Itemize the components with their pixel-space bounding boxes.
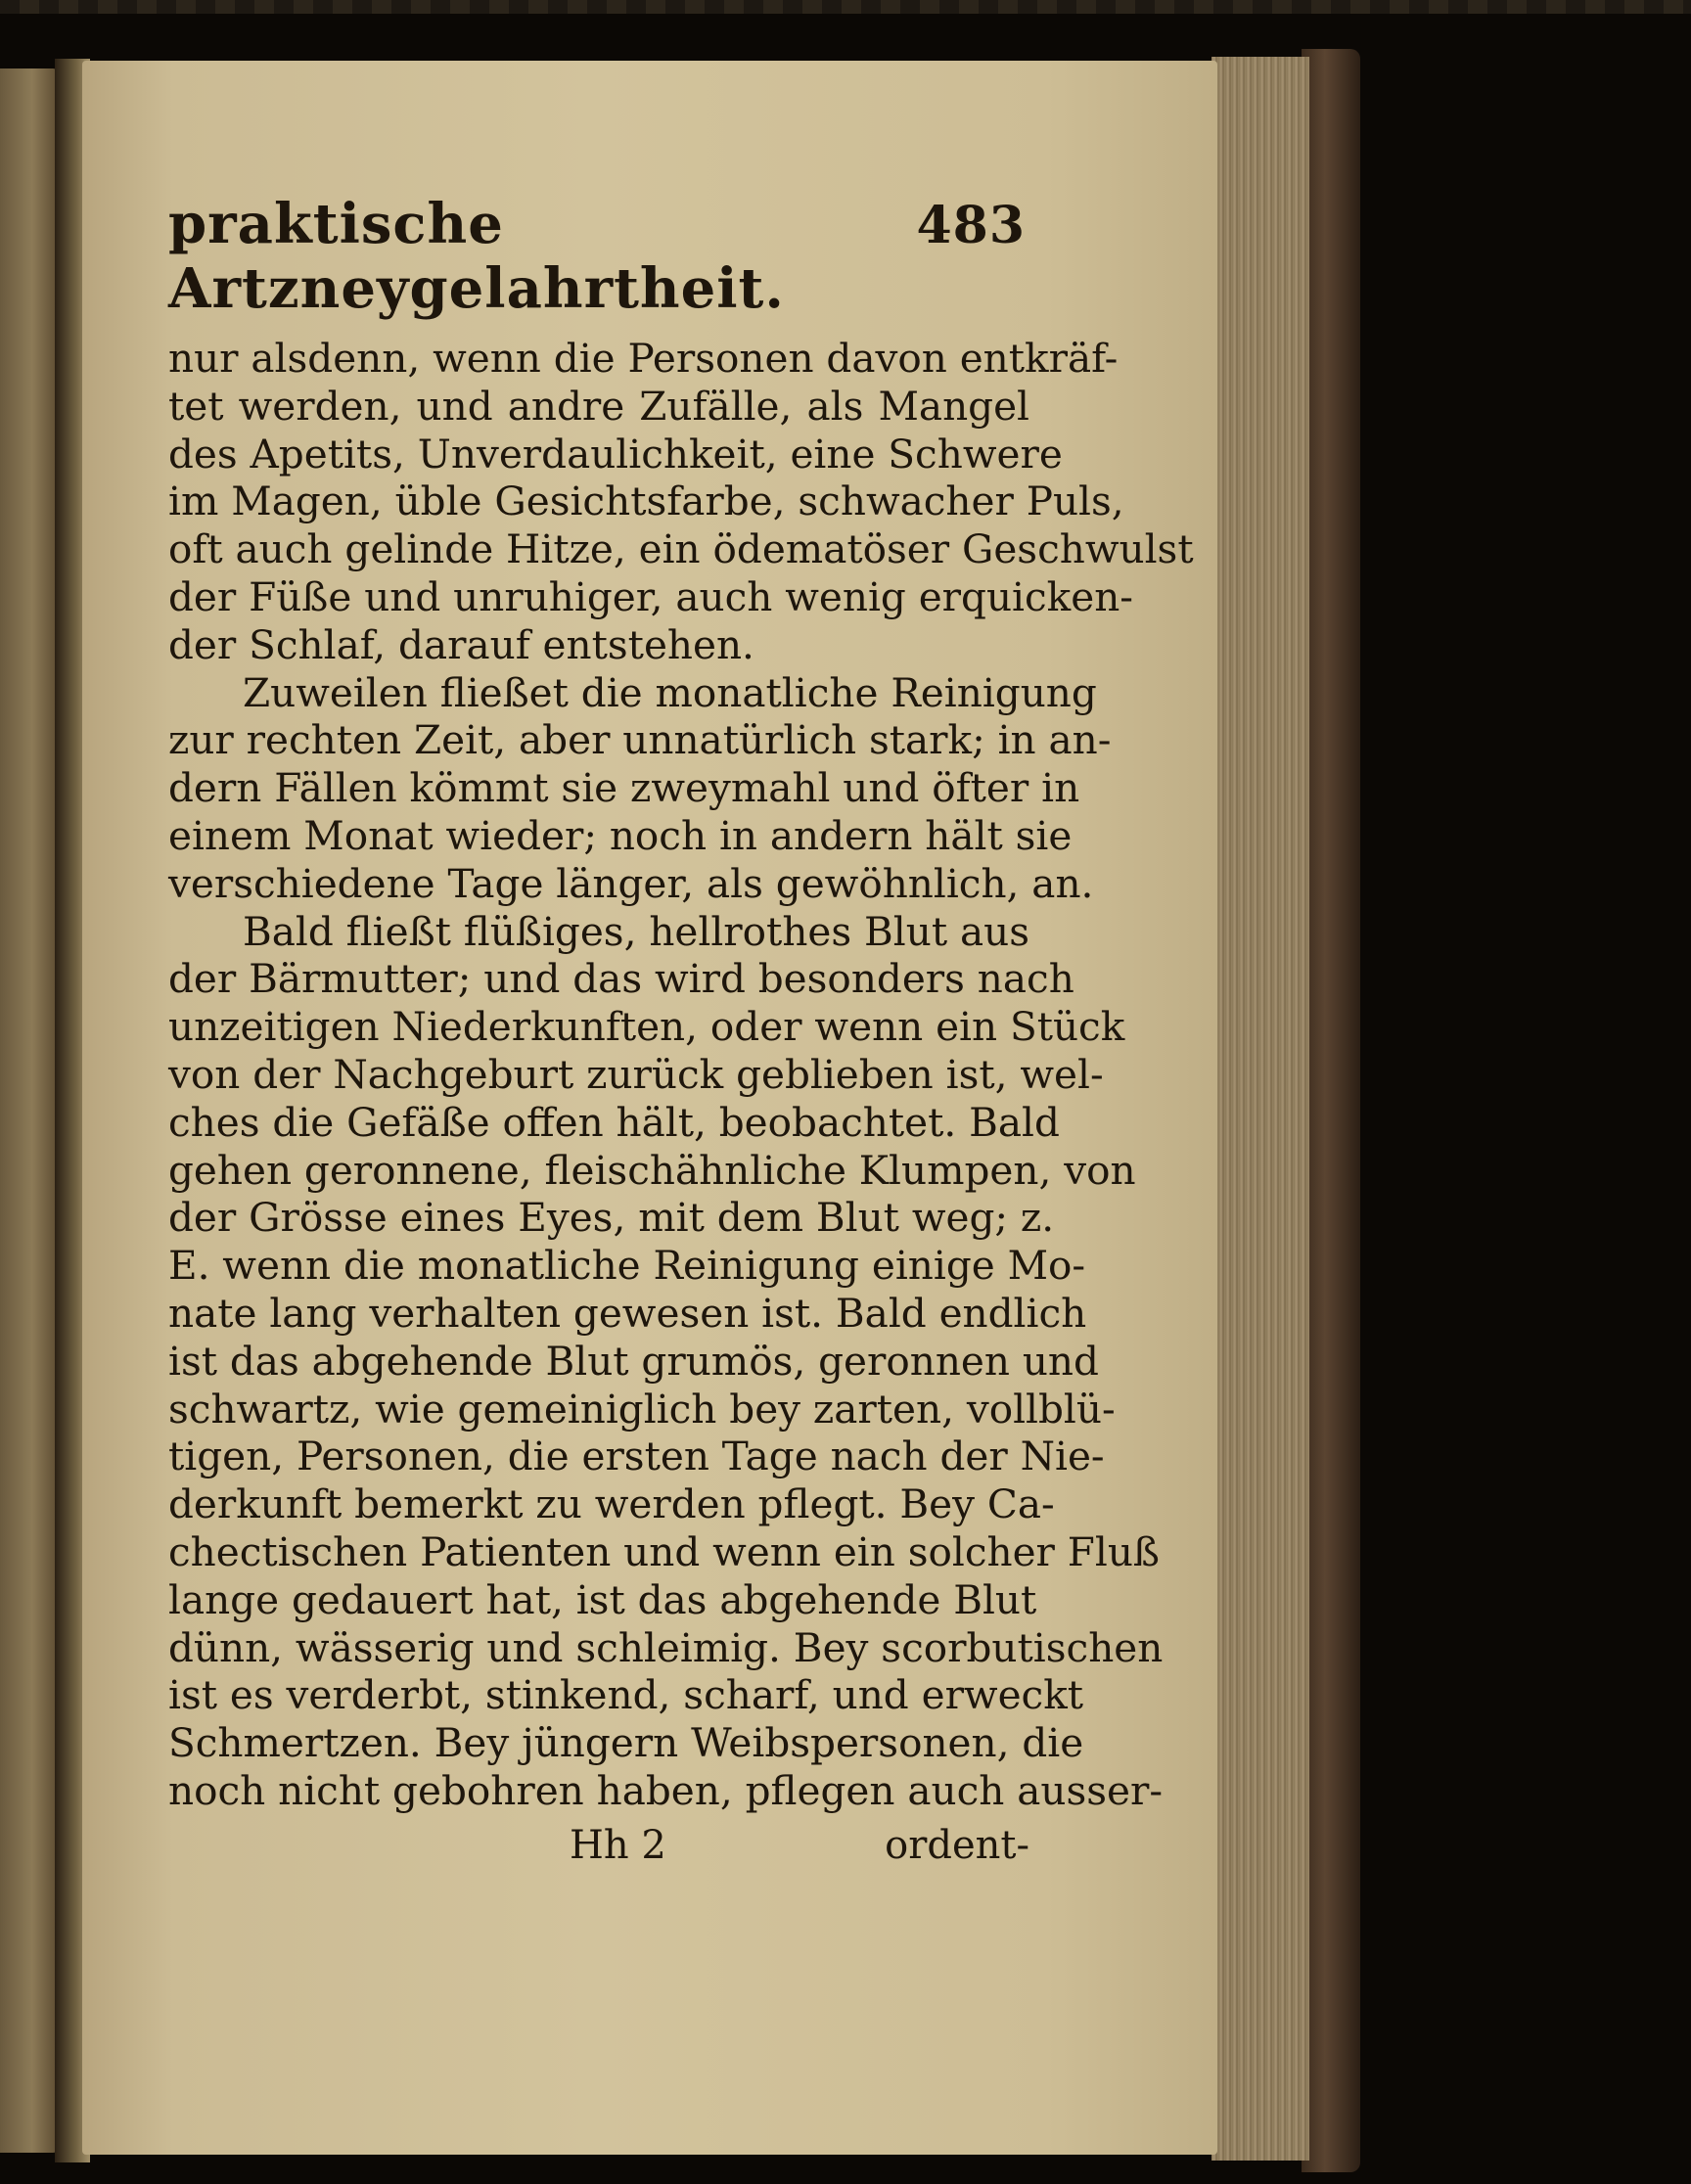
text-line: dern Fällen kömmt sie zweymahl und öfter in <box>168 764 1080 812</box>
text-line: ist das abgehende Blut grumös, geronnen und <box>168 1337 1099 1385</box>
text-line: ches die Gefäße offen hält, beobachtet. Bald <box>168 1098 1060 1146</box>
text-line: Schmertzen. Bey jüngern Weibspersonen, die <box>168 1719 1084 1767</box>
paragraph <box>168 907 1164 1815</box>
text-line: unzeitigen Niederkunften, oder wenn ein Stück <box>168 1003 1125 1051</box>
text-line: nur alsdenn, wenn die Personen davon entkräf- <box>168 335 1119 382</box>
left-page-edge <box>0 68 59 2153</box>
text-line: chectischen Patienten und wenn ein solcher Fluß <box>168 1527 1160 1575</box>
text-line: im Magen, üble Gesichtsfarbe, schwacher Puls, <box>168 478 1124 525</box>
text-line: ist es verderbt, stinkend, scharf, und erweckt <box>168 1671 1084 1719</box>
text-line: noch nicht gebohren haben, pflegen auch ausser- <box>168 1766 1164 1814</box>
text-line: lange gedauert hat, ist das abgehende Blut <box>168 1575 1037 1623</box>
page-number: 483 <box>916 196 1026 255</box>
scan-edge-strip <box>0 0 1691 14</box>
text-line: Zuweilen fließet die monatliche Reinigung <box>243 668 1097 716</box>
text-line: der Füße und unruhiger, auch wenig erquicken- <box>168 572 1133 620</box>
page-footer <box>168 1823 1029 1874</box>
signature-mark: Hh 2 <box>570 1822 666 1868</box>
text-line: schwartz, wie gemeiniglich bey zarten, vollblü- <box>168 1385 1116 1433</box>
text-line: derkunft bemerkt zu werden pflegt. Bey Ca- <box>168 1480 1055 1528</box>
paragraph <box>168 335 1194 669</box>
text-line: zur rechten Zeit, aber unnatürlich stark; in an- <box>168 716 1112 764</box>
text-line: gehen geronnene, fleischähnliche Klumpen, von <box>168 1146 1136 1194</box>
text-line: dünn, wässerig und schleimig. Bey scorbutischen <box>168 1623 1164 1671</box>
text-line: der Schlaf, darauf entstehen. <box>168 620 754 668</box>
running-title: praktische Artzneygelahrtheit. <box>168 192 785 321</box>
body-text <box>168 335 1194 1815</box>
text-line: tigen, Personen, die ersten Tage nach der Nie- <box>168 1433 1105 1480</box>
text-line: verschiedene Tage länger, als gewöhnlich, an. <box>168 859 1094 907</box>
text-line: einem Monat wieder; noch in andern hält sie <box>168 811 1073 859</box>
page-block-edges <box>1211 57 1309 2161</box>
text-line: der Grösse eines Eyes, mit dem Blut weg; z. <box>168 1194 1055 1242</box>
paragraph <box>168 668 1112 908</box>
text-line: E. wenn die monatliche Reinigung einige Mo- <box>168 1242 1086 1290</box>
page-text-block <box>168 192 1194 1874</box>
text-line: oft auch gelinde Hitze, ein ödematöser Geschwulst <box>168 525 1194 573</box>
running-head <box>168 192 1029 321</box>
text-line: nate lang verhalten gewesen ist. Bald endlich <box>168 1289 1087 1337</box>
book-cover-edge <box>1302 49 1360 2172</box>
text-line: von der Nachgeburt zurück geblieben ist, wel- <box>168 1050 1104 1098</box>
catchword: ordent- <box>885 1822 1029 1868</box>
text-line: des Apetits, Unverdaulichkeit, eine Schwere <box>168 430 1063 478</box>
text-line: tet werden, und andre Zufälle, als Mangel <box>168 382 1029 430</box>
text-line: Bald fließt flüßiges, hellrothes Blut aus <box>243 907 1029 955</box>
text-line: der Bärmutter; und das wird besonders nach <box>168 955 1074 1003</box>
